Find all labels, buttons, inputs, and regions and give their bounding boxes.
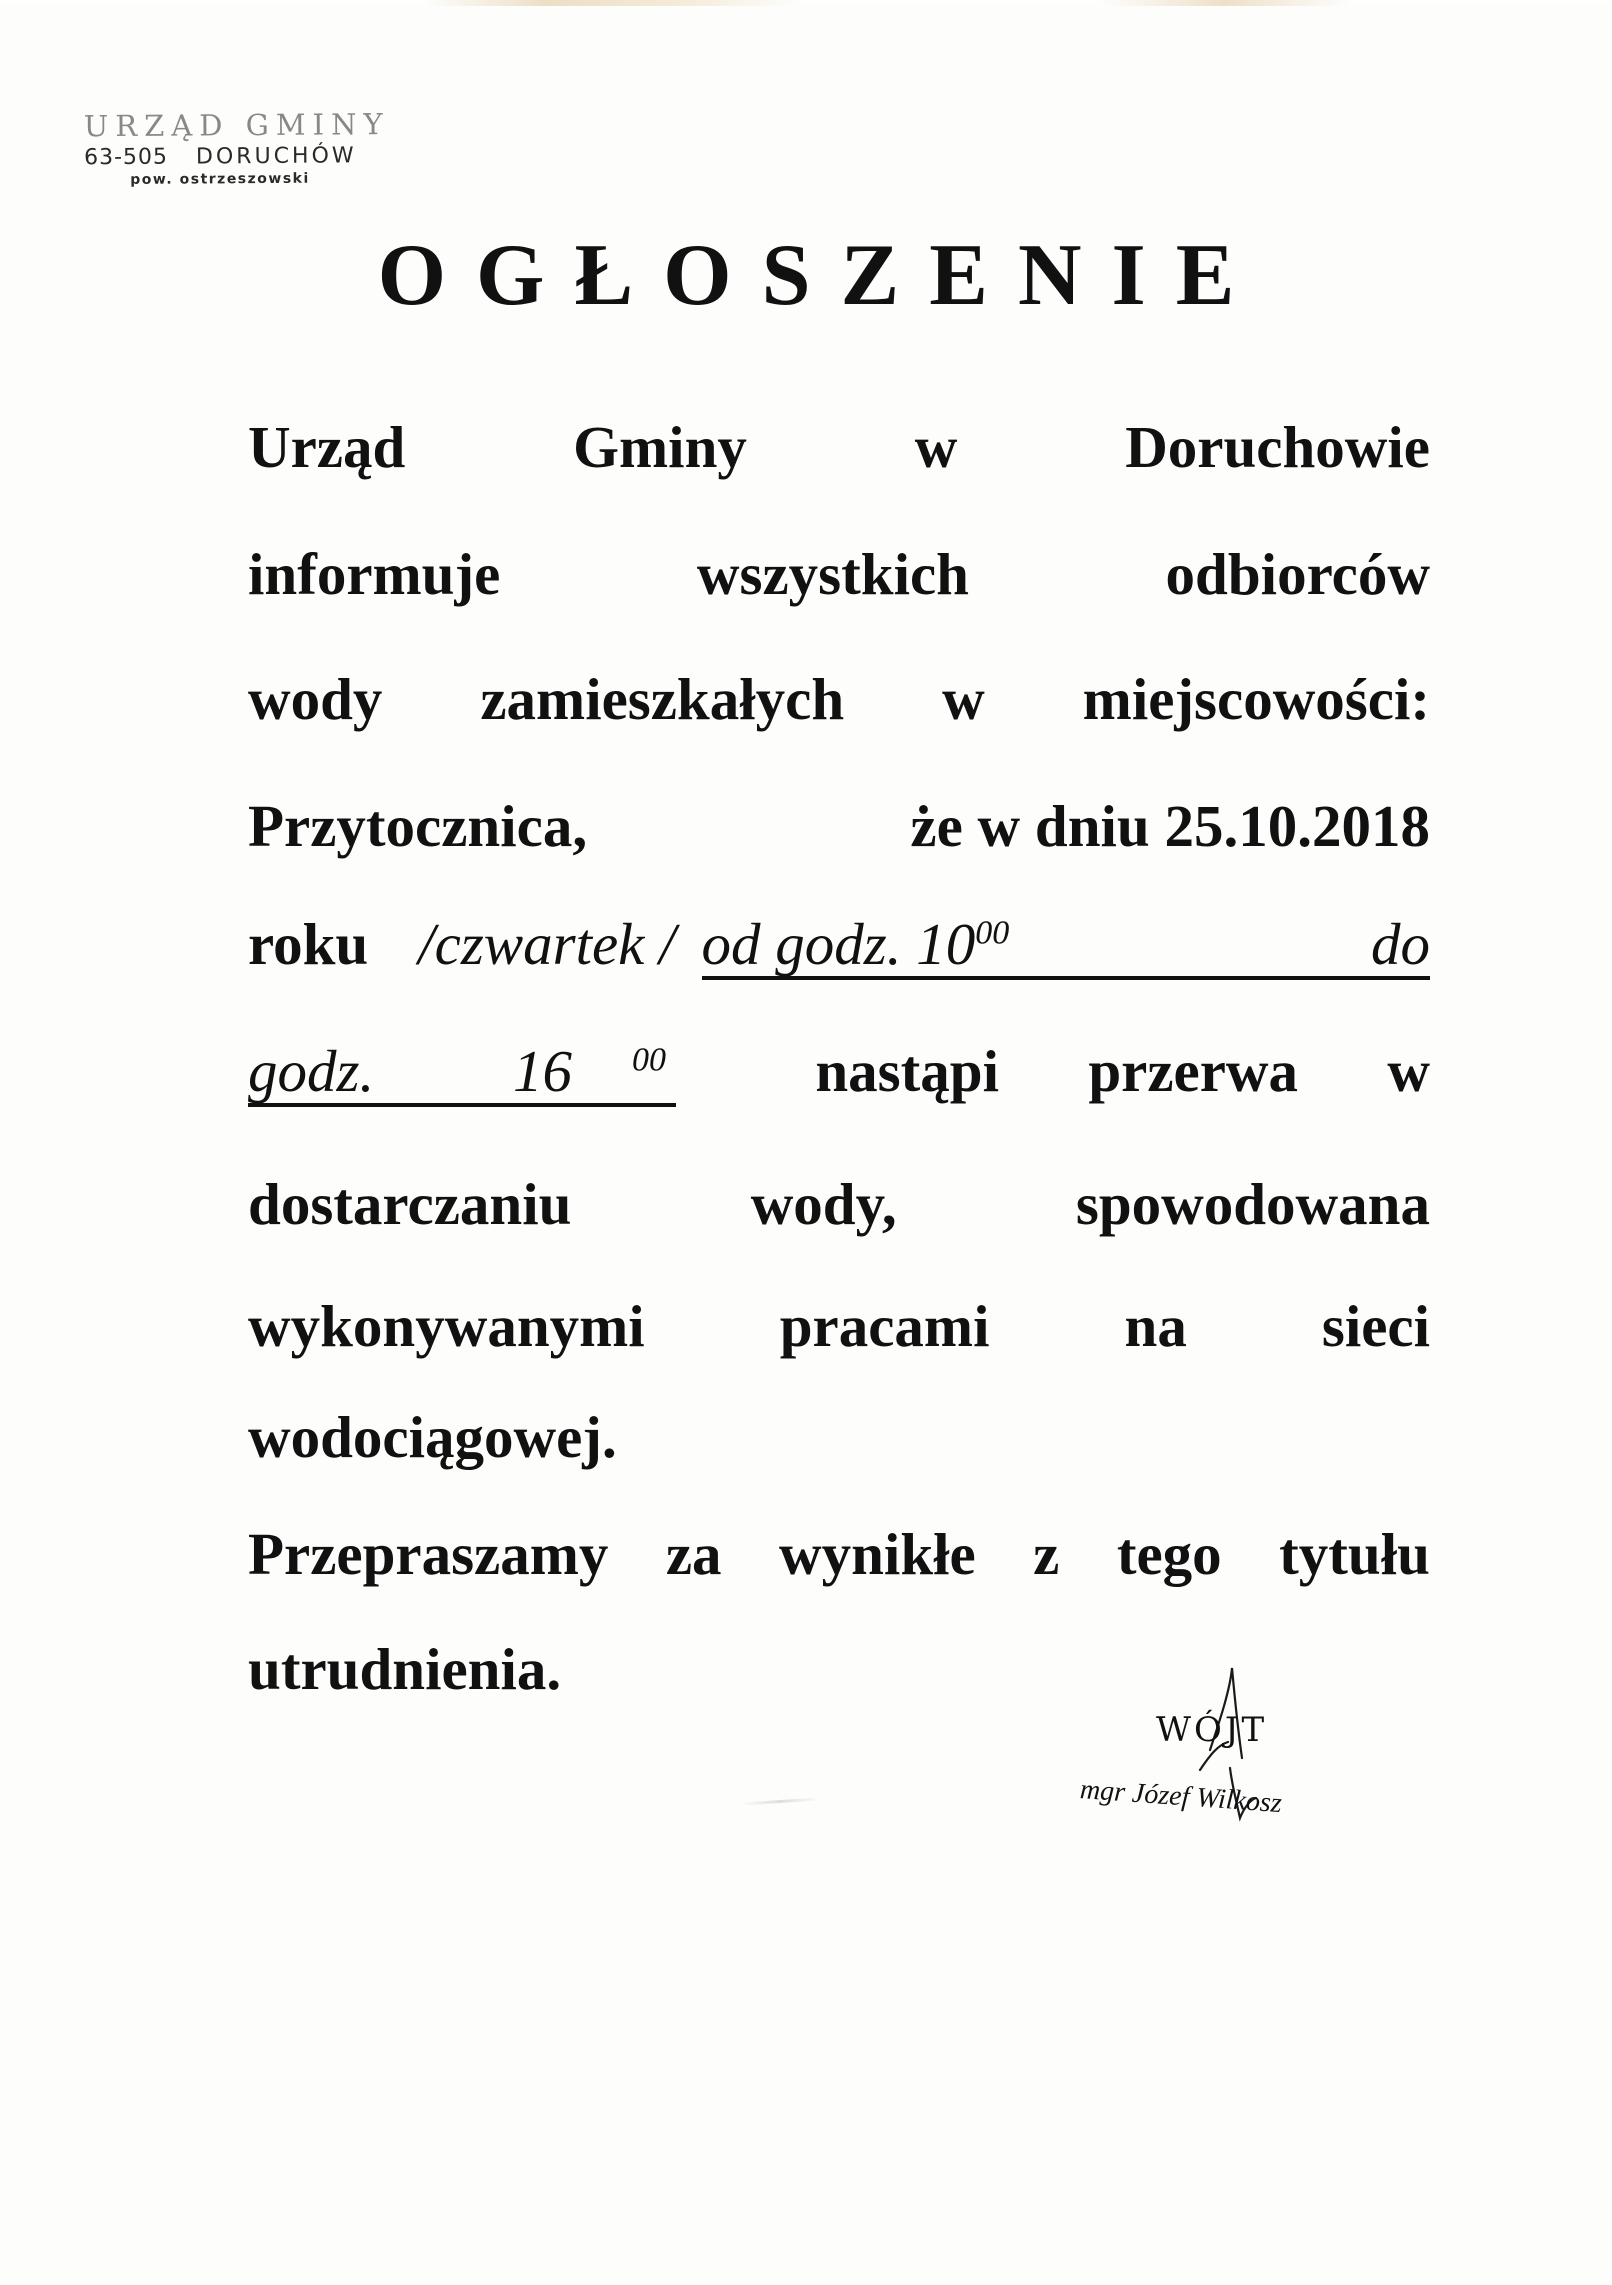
signature-title: WÓJT: [1156, 1710, 1268, 1750]
word: zamieszkałych: [480, 666, 845, 732]
time-from-text: od godz. 10: [701, 911, 976, 977]
time-to: [513, 1038, 666, 1104]
word-do: do: [1371, 911, 1430, 977]
text-line-5: [248, 911, 1430, 980]
word: Urząd: [248, 414, 406, 480]
word: Gminy: [573, 414, 747, 480]
time-from: [701, 911, 1010, 977]
text-line-6: [248, 1038, 1430, 1107]
scan-edge-shading: [0, 0, 1612, 6]
word: za: [665, 1521, 722, 1587]
time-from-underlined: [701, 911, 1430, 980]
signature-scribble: [1060, 1650, 1380, 1850]
text-line-4: [248, 793, 1430, 859]
word: nastąpi: [815, 1038, 999, 1104]
text-line-1: [248, 414, 1430, 480]
stamp-town: DORUCHÓW: [195, 143, 357, 170]
time-from-minutes: 00: [975, 914, 1010, 952]
word-godz: godz.: [248, 1038, 375, 1104]
word: roku: [248, 911, 369, 977]
word: miejscowości:: [1082, 666, 1430, 732]
time-to-minutes: 00: [632, 1041, 666, 1079]
word: wynikłe: [779, 1521, 976, 1587]
word: w: [914, 414, 958, 480]
weekday-text: /czwartek /: [418, 911, 676, 977]
word: wodociągowej.: [248, 1404, 617, 1470]
stamp-address: [84, 143, 444, 171]
page-title: OGŁOSZENIE: [377, 227, 1265, 324]
word: sieci: [1321, 1293, 1430, 1359]
text-line-9: [248, 1404, 1430, 1470]
word: spowodowana: [1075, 1171, 1430, 1237]
text-line-3: [248, 666, 1430, 732]
stamp-postal-code: 63-505: [83, 144, 169, 171]
village-name: Przytocznica,: [248, 793, 588, 859]
word: na: [1124, 1293, 1187, 1359]
word: utrudnienia.: [248, 1636, 562, 1702]
signature-block: [1060, 1650, 1380, 1850]
word: Doruchowie: [1125, 414, 1430, 480]
word: Przepraszamy: [248, 1521, 609, 1587]
text-line-10: [248, 1521, 1430, 1587]
word: w: [942, 666, 985, 732]
time-to-hour: 16: [513, 1038, 572, 1104]
word: przerwa: [1088, 1038, 1299, 1104]
signature-name: mgr Józef Wilkosz: [1078, 1774, 1283, 1820]
office-stamp: [84, 107, 445, 189]
word: wszystkich: [696, 541, 969, 607]
word: tytułu: [1279, 1521, 1430, 1587]
text-line-2: [248, 541, 1430, 607]
word: informuje: [248, 541, 501, 607]
text-line-8: [248, 1293, 1430, 1359]
scan-smudge: [740, 1797, 820, 1806]
word: wody,: [750, 1171, 897, 1237]
text-line-7: [248, 1171, 1430, 1237]
word: tego: [1116, 1521, 1222, 1587]
word: wody: [248, 666, 383, 732]
word: odbiorców: [1165, 541, 1430, 607]
word: wykonywanymi: [248, 1293, 645, 1359]
stamp-county: pow. ostrzeszowski: [130, 170, 310, 188]
stamp-office-name: URZĄD GMINY: [83, 107, 390, 144]
word: w: [1387, 1038, 1430, 1104]
word: dostarczaniu: [248, 1171, 572, 1237]
word: z: [1033, 1521, 1060, 1587]
date-phrase: że w dniu 25.10.2018: [910, 793, 1430, 859]
word: pracami: [779, 1293, 990, 1359]
time-to-underlined: [248, 1038, 676, 1107]
